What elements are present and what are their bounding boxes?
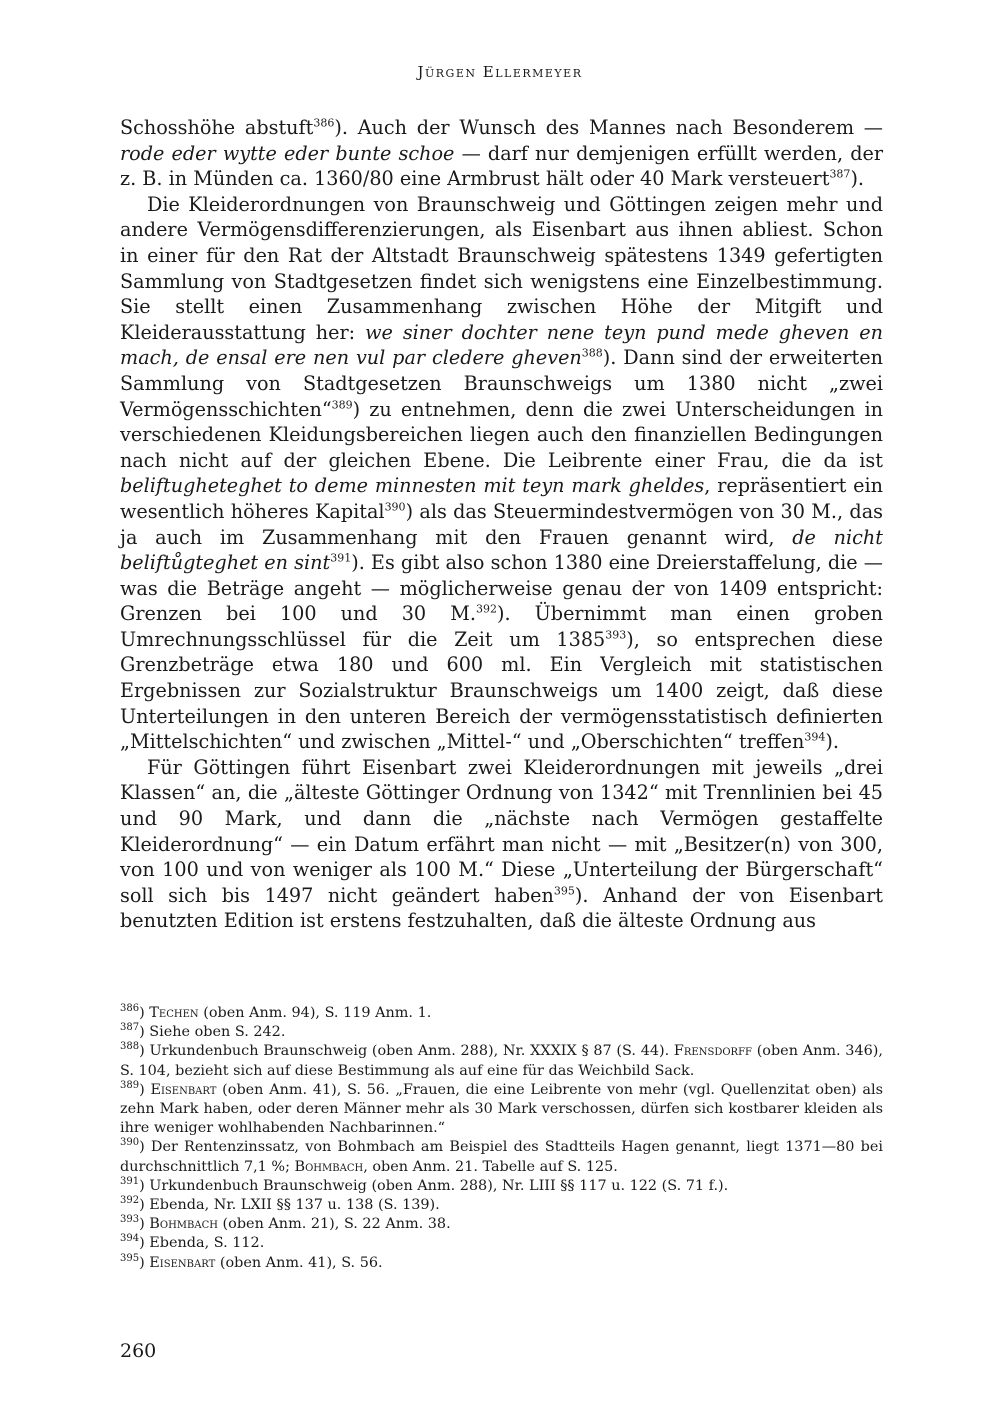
footnote-ref-388[interactable]: 388 bbox=[581, 346, 603, 360]
text-span: — darf nur demjenigen erfüllt werden, der z. B. in Münden ca. 1360/80 eine Armbrust hält oder 40 Mark versteuert bbox=[120, 141, 884, 191]
text-span: ). Auch der Wunsch des Mannes nach Besonderem — bbox=[334, 116, 883, 139]
running-header: Jürgen Ellermeyer bbox=[417, 63, 583, 81]
footnote-394: $^{394}$) Ebenda, S. 112. bbox=[120, 1233, 265, 1252]
footnote-text: Der Rentenzinssatz, von Bohmbach am Beispiel des Stadtteils Hagen genannt, liegt 1371—80 bei durchschnittlich 7,1 %; bbox=[120, 1139, 883, 1175]
footnote-392: $^{392}$) Ebenda, Nr. LXII §§ 137 u. 138 (S. 139). bbox=[120, 1195, 440, 1214]
author-name: Frensdorff bbox=[673, 1043, 752, 1060]
footnote-text: (oben Anm. 346), S. 104, bezieht sich auf diese Bestimmung als auf eine für das Weichbild Sack. bbox=[120, 1043, 883, 1079]
footnote-number: 394 bbox=[120, 1233, 140, 1245]
footnote-text: Ebenda, S. 112. bbox=[149, 1235, 265, 1252]
footnotes bbox=[120, 1004, 883, 1273]
text-span: ). Übernimmt man einen groben Umrechnungsschlüssel für die Zeit um 1385 bbox=[120, 602, 883, 651]
footnote-ref-386[interactable]: 386 bbox=[313, 116, 335, 130]
footnote-text: (oben Anm. 41), S. 56. bbox=[215, 1254, 383, 1271]
footnote-number: 391 bbox=[120, 1176, 140, 1188]
footnote-ref-394[interactable]: 394 bbox=[804, 730, 826, 744]
footnote-ref-390[interactable]: 390 bbox=[384, 500, 406, 514]
text-span: Schosshöhe abstuft bbox=[120, 116, 314, 139]
footnote-ref-392[interactable]: 392 bbox=[475, 602, 497, 616]
footnote-number: 389 bbox=[120, 1080, 140, 1092]
footnote-389: $^{389}$) Eisenbart (oben Anm. 41), S. 56. „Frauen, die eine Leibrente von mehr (vgl. Quellenzitat oben) als zehn Mark haben, oder deren Männer mehr als 30 Mark verschossen, dürfen sich kostbarer kleiden als ihre weniger wohlhabenden Nachbarinnen.“ bbox=[120, 1080, 883, 1137]
footnote-ref-387[interactable]: 387 bbox=[829, 167, 851, 181]
text-span: ). Dann sind der erweiterten Sammlung von Stadtgesetzen Braunschweigs um 1380 nicht „zwei Vermögensschichten“ bbox=[120, 346, 883, 421]
text-span: ). Anhand der von Eisenbart benutzten Edition ist erstens festzuhalten, daß die älteste Ordnung aus bbox=[120, 883, 883, 933]
footnote-number: 392 bbox=[120, 1195, 140, 1207]
author-name: Eisenbart bbox=[150, 1081, 217, 1098]
paragraph-3 bbox=[120, 755, 883, 934]
footnote-ref-391[interactable]: 391 bbox=[330, 551, 352, 565]
footnote-number: 386 bbox=[120, 1003, 140, 1015]
paragraph-2 bbox=[120, 192, 883, 755]
quote-italic: beliftugheteghet to deme minnesten mit teyn mark gheldes bbox=[120, 474, 705, 498]
footnote-ref-389[interactable]: 389 bbox=[331, 398, 353, 412]
author-name: Bohmbach bbox=[294, 1158, 364, 1175]
footnote-number: 390 bbox=[120, 1137, 140, 1149]
footnote-text: Urkundenbuch Braunschweig (oben Anm. 288), Nr. LIII §§ 117 u. 122 (S. 71 f.). bbox=[149, 1177, 729, 1194]
body-text bbox=[120, 115, 883, 934]
text-span: , repräsentiert ein wesentlich höheres Kapital bbox=[120, 474, 883, 523]
footnote-text: , oben Anm. 21. Tabelle auf S. 125. bbox=[363, 1158, 618, 1175]
author-name: Eisenbart bbox=[149, 1254, 216, 1271]
text-span: ). Es gibt also schon 1380 eine Dreierstaffelung, die — was die Beträge angeht — möglicherweise genau der von 1409 entspricht: Grenzen bei 100 und 30 M. bbox=[120, 551, 883, 626]
footnote-393: $^{393}$) Bohmbach (oben Anm. 21), S. 22 Anm. 38. bbox=[120, 1214, 451, 1233]
footnote-390: $^{390}$) Der Rentenzinssatz, von Bohmbach am Beispiel des Stadtteils Hagen genannt, liegt 1371—80 bei durchschnittlich 7,1 %; Bohmbach, oben Anm. 21. Tabelle auf S. 125. bbox=[120, 1137, 883, 1175]
text-span: ). bbox=[825, 730, 839, 754]
footnote-395: $^{395}$) Eisenbart (oben Anm. 41), S. 56. bbox=[120, 1252, 383, 1271]
quote-italic: rode eder wytte eder bunte schoe bbox=[120, 141, 455, 165]
footnote-ref-393[interactable]: 393 bbox=[605, 628, 627, 642]
paragraph-1 bbox=[120, 115, 883, 192]
footnote-number: 387 bbox=[120, 1022, 140, 1034]
footnote-text: (oben Anm. 41), S. 56. „Frauen, die eine Leibrente von mehr (vgl. Quellenzitat oben) als zehn Mark haben, oder deren Männer mehr als 30 Mark verschossen, dürfen sich kostbarer kleiden als ihre weniger wohlhabenden Nachbarinnen.“ bbox=[120, 1081, 883, 1137]
footnote-number: 393 bbox=[120, 1214, 140, 1226]
footnote-text: Urkundenbuch Braunschweig (oben Anm. 288), Nr. XXXIX § 87 (S. 44). bbox=[149, 1043, 674, 1060]
footnote-386: $^{386}$) Techen (oben Anm. 94), S. 119 Anm. 1. bbox=[120, 1003, 432, 1021]
text-span: Für Göttingen führt Eisenbart zwei Kleiderordnungen mit jeweils „drei Klassen“ an, die „älteste Göttinger Ordnung von 1342“ mit Trennlinien bei 45 und 90 Mark, und dann die „nächste nach Vermögen gestaffelte Kleiderordnung“ — ein Datum erfährt man nicht — mit „Besitzer(n) von 300, von 100 und von weniger als 100 M.“ Diese „Unterteilung der Bürgerschaft“ soll sich bis 1497 nicht geändert haben bbox=[120, 755, 883, 907]
author-name: Bohmbach bbox=[149, 1216, 218, 1233]
footnote-text: Ebenda, Nr. LXII §§ 137 u. 138 (S. 139). bbox=[149, 1197, 440, 1214]
footnote-text: Siehe oben S. 242. bbox=[149, 1024, 286, 1041]
footnote-number: 395 bbox=[120, 1252, 140, 1264]
text-span: ) als das Steuermindestvermögen von 30 M., das ja auch im Zusammenhang mit den Frauen genannt wird, bbox=[120, 499, 883, 549]
quote-italic: we siner dochter nene teyn pund mede gheven en mach, de ensal ere nen vul par cledere gheven bbox=[120, 320, 883, 370]
footnote-text: (oben Anm. 94), S. 119 Anm. 1. bbox=[198, 1005, 432, 1021]
author-name: Techen bbox=[149, 1005, 199, 1021]
footnote-387: $^{387}$) Siehe oben S. 242. bbox=[120, 1022, 286, 1041]
text-span: ), so entsprechen diese Grenzbeträge etwa 180 und 600 ml. Ein Vergleich mit statistischen Ergebnissen zur Sozialstruktur Braunschweigs um 1400 zeigt, daß diese Unterteilungen in den unteren Bereich der vermögensstatistisch definierten „Mittelschichten“ und zwischen „Mittel-“ und „Oberschichten“ treffen bbox=[120, 627, 883, 754]
text-span: Die Kleiderordnungen von Braunschweig und Göttingen zeigen mehr und andere Vermögensdifferenzierungen, als Eisenbart aus ihnen abliest. Schon in einer für den Rat der Altstadt Braunschweig spätestens 1349 gefertigten Sammlung von Stadtgesetzen findet sich wenigstens eine Einzelbestimmung. Sie stellt einen Zusammenhang zwischen Höhe der Mitgift und Kleiderausstattung her: bbox=[120, 192, 883, 344]
text-span: ) zu entnehmen, denn die zwei Unterscheidungen in verschiedenen Kleidungsbereichen liegen auch den finanziellen Bedingungen nach nicht auf der gleichen Ebene. Die Leibrente einer Frau, die da ist bbox=[120, 397, 883, 472]
footnote-ref-395[interactable]: 395 bbox=[553, 884, 575, 898]
page-number: 260 bbox=[120, 1340, 157, 1362]
footnote-388: $^{388}$) Urkundenbuch Braunschweig (oben Anm. 288), Nr. XXXIX § 87 (S. 44). Frensdorff (oben Anm. 346), S. 104, bezieht sich auf diese Bestimmung als auf eine für das Weichbild Sack. bbox=[120, 1041, 883, 1079]
quote-italic: de nicht beliftůgteghet en sint bbox=[120, 525, 883, 575]
text-span: ). bbox=[850, 167, 865, 191]
footnote-391: $^{391}$) Urkundenbuch Braunschweig (oben Anm. 288), Nr. LIII §§ 117 u. 122 (S. 71 f.). bbox=[120, 1176, 729, 1194]
footnote-text: (oben Anm. 21), S. 22 Anm. 38. bbox=[217, 1216, 451, 1233]
footnote-number: 388 bbox=[120, 1041, 140, 1053]
